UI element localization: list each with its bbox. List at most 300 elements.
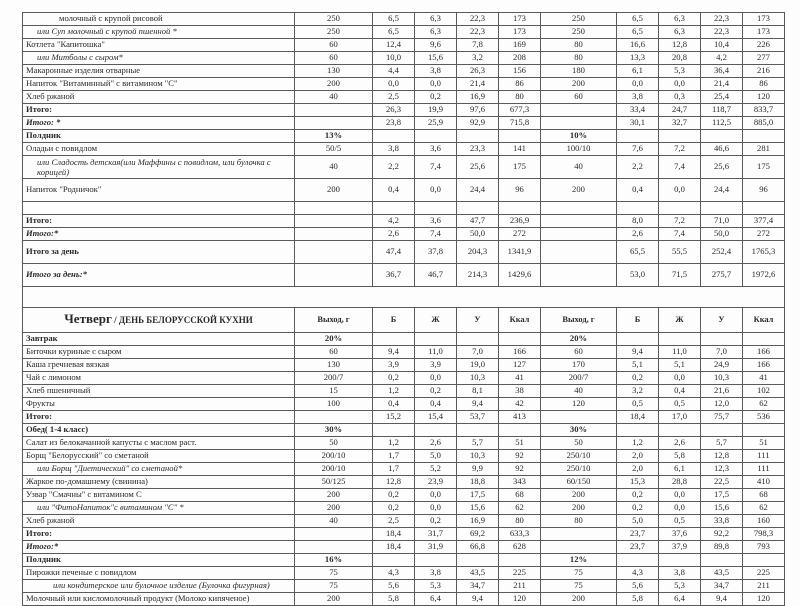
protein-1-cell: 4,3 (373, 567, 415, 580)
protein-2-cell: 30,1 (617, 117, 659, 130)
fat-2-cell: 11,0 (659, 346, 701, 359)
yield-2-cell: 60 (541, 91, 617, 104)
fat-1-cell (415, 202, 457, 215)
dish-name: или Суп молочный с крупой пшенной * (23, 26, 295, 39)
table-row (23, 26, 785, 39)
yield-2-cell: 80 (541, 515, 617, 528)
fat-1-cell: 0,2 (415, 91, 457, 104)
yield-2-cell: 80 (541, 39, 617, 52)
protein-1-cell: 2,6 (373, 228, 415, 241)
protein-1-cell: 1,7 (373, 450, 415, 463)
carbs-2-cell: 33,8 (701, 515, 743, 528)
kcal-1-cell: 208 (499, 52, 541, 65)
kcal-2-cell: 96 (743, 179, 785, 202)
kcal-2-cell: 62 (743, 398, 785, 411)
kcal-1-cell: 715,8 (499, 117, 541, 130)
carbs-2-cell: 89,8 (701, 541, 743, 554)
total-row (23, 264, 785, 287)
carbs-2-cell (701, 202, 743, 215)
carbs-1-cell: 204,3 (457, 241, 499, 264)
kcal-1-cell (499, 333, 541, 346)
carbs-1-cell: 50,0 (457, 228, 499, 241)
yield-1-cell: 100 (295, 398, 373, 411)
table-header-row (23, 308, 785, 333)
dish-name: Пирожки печеные с повидлом (23, 567, 295, 580)
yield-2-cell: 200 (541, 593, 617, 606)
yield-2-cell (541, 215, 617, 228)
table-row (23, 567, 785, 580)
protein-2-cell (617, 130, 659, 143)
yield-2-cell: 250/10 (541, 450, 617, 463)
meal-row (23, 130, 785, 143)
carbs-2-cell: 12,0 (701, 398, 743, 411)
protein-2-cell (617, 333, 659, 346)
carbs-2-cell: 75,7 (701, 411, 743, 424)
fat-1-cell: 2,6 (415, 437, 457, 450)
fat-1-cell: 6,3 (415, 26, 457, 39)
dish-name: Полдник (23, 130, 295, 143)
header-yield-1: Выход, г (295, 308, 373, 333)
protein-2-cell: 5,6 (617, 580, 659, 593)
protein-1-cell: 3,9 (373, 359, 415, 372)
fat-1-cell: 15,4 (415, 411, 457, 424)
dish-name: Оладьи с повидлом (23, 143, 295, 156)
menu-sheet (22, 12, 784, 606)
yield-2-cell: 200 (541, 179, 617, 202)
fat-2-cell: 20,8 (659, 52, 701, 65)
header-protein-1: Б (373, 308, 415, 333)
protein-1-cell: 36,7 (373, 264, 415, 287)
day-title (23, 308, 295, 333)
yield-2-cell: 40 (541, 385, 617, 398)
kcal-1-cell: 413 (499, 411, 541, 424)
yield-2-cell: 60/150 (541, 476, 617, 489)
protein-2-cell: 0,2 (617, 489, 659, 502)
fat-1-cell: 31,7 (415, 528, 457, 541)
fat-2-cell: 7,4 (659, 228, 701, 241)
yield-2-cell (541, 228, 617, 241)
table-row (23, 91, 785, 104)
fat-1-cell: 0,2 (415, 385, 457, 398)
carbs-2-cell: 9,4 (701, 593, 743, 606)
protein-1-cell: 5,6 (373, 580, 415, 593)
yield-1-cell: 200 (295, 502, 373, 515)
kcal-2-cell: 160 (743, 515, 785, 528)
dish-name: Узвар "Смачны" с витамином С (23, 489, 295, 502)
fat-2-cell: 5,3 (659, 580, 701, 593)
table-row (23, 502, 785, 515)
fat-1-cell: 25,9 (415, 117, 457, 130)
kcal-2-cell: 120 (743, 91, 785, 104)
dish-name: Итого за день:* (23, 264, 295, 287)
yield-1-cell: 20% (295, 333, 373, 346)
carbs-2-cell: 10,3 (701, 372, 743, 385)
yield-2-cell: 200 (541, 502, 617, 515)
carbs-2-cell: 21,4 (701, 78, 743, 91)
dish-name: Итого: (23, 215, 295, 228)
table-row (23, 593, 785, 606)
dish-name: Хлеб ржаной (23, 91, 295, 104)
kcal-2-cell: 226 (743, 39, 785, 52)
carbs-1-cell: 9,4 (457, 398, 499, 411)
fat-2-cell: 6,3 (659, 26, 701, 39)
protein-1-cell: 10,0 (373, 52, 415, 65)
yield-2-cell: 200 (541, 78, 617, 91)
kcal-1-cell: 628 (499, 541, 541, 554)
yield-2-cell: 200 (541, 489, 617, 502)
carbs-2-cell: 22,3 (701, 13, 743, 26)
header-carbs-2: У (701, 308, 743, 333)
yield-1-cell: 130 (295, 65, 373, 78)
header-protein-2: Б (617, 308, 659, 333)
carbs-1-cell: 22,3 (457, 26, 499, 39)
carbs-2-cell: 15,6 (701, 502, 743, 515)
kcal-1-cell: 633,3 (499, 528, 541, 541)
protein-2-cell: 53,0 (617, 264, 659, 287)
carbs-1-cell: 9,4 (457, 593, 499, 606)
yield-1-cell: 13% (295, 130, 373, 143)
protein-2-cell: 5,0 (617, 515, 659, 528)
carbs-1-cell: 10,3 (457, 372, 499, 385)
kcal-1-cell: 68 (499, 489, 541, 502)
fat-1-cell: 3,9 (415, 359, 457, 372)
carbs-2-cell (701, 130, 743, 143)
protein-1-cell: 4,2 (373, 215, 415, 228)
kcal-2-cell (743, 202, 785, 215)
carbs-1-cell: 22,3 (457, 13, 499, 26)
dish-name: Фрукты (23, 398, 295, 411)
dish-name: или Борщ "Диетический" со сметаной* (23, 463, 295, 476)
kcal-2-cell: 111 (743, 463, 785, 476)
carbs-2-cell: 12,3 (701, 463, 743, 476)
kcal-1-cell: 86 (499, 78, 541, 91)
fat-1-cell: 11,0 (415, 346, 457, 359)
header-kcal-2: Ккал (743, 308, 785, 333)
fat-1-cell: 15,6 (415, 52, 457, 65)
dish-name: Итого: (23, 104, 295, 117)
yield-1-cell: 40 (295, 91, 373, 104)
carbs-1-cell: 66,8 (457, 541, 499, 554)
kcal-1-cell: 677,3 (499, 104, 541, 117)
fat-2-cell: 0,0 (659, 372, 701, 385)
fat-1-cell: 0,0 (415, 489, 457, 502)
yield-1-cell (295, 264, 373, 287)
fat-2-cell: 17,0 (659, 411, 701, 424)
fat-1-cell: 3,8 (415, 567, 457, 580)
fat-2-cell: 12,8 (659, 39, 701, 52)
table-row (23, 359, 785, 372)
carbs-2-cell: 252,4 (701, 241, 743, 264)
table-row (23, 476, 785, 489)
fat-2-cell: 37,9 (659, 541, 701, 554)
yield-1-cell: 40 (295, 515, 373, 528)
dish-name: Завтрак (23, 333, 295, 346)
fat-2-cell: 55,5 (659, 241, 701, 264)
carbs-2-cell (701, 554, 743, 567)
yield-2-cell: 80 (541, 52, 617, 65)
carbs-1-cell: 7,0 (457, 346, 499, 359)
protein-1-cell: 6,5 (373, 13, 415, 26)
carbs-2-cell: 43,5 (701, 567, 743, 580)
dish-name: Полдник (23, 554, 295, 567)
yield-1-cell: 16% (295, 554, 373, 567)
yield-2-cell (541, 104, 617, 117)
yield-2-cell: 40 (541, 156, 617, 179)
wednesday-continuation (23, 13, 785, 287)
dish-name: Жаркое по-домашнему (свинина) (23, 476, 295, 489)
fat-1-cell: 6,3 (415, 13, 457, 26)
yield-2-cell: 180 (541, 65, 617, 78)
yield-1-cell: 200 (295, 179, 373, 202)
kcal-1-cell: 51 (499, 437, 541, 450)
day-title-sub: / ДЕНЬ БЕЛОРУССКОЙ КУХНИ (111, 315, 253, 326)
protein-2-cell: 6,5 (617, 13, 659, 26)
yield-1-cell: 40 (295, 156, 373, 179)
carbs-2-cell: 7,0 (701, 346, 743, 359)
yield-2-cell (541, 541, 617, 554)
fat-2-cell: 6,3 (659, 13, 701, 26)
carbs-2-cell: 22,3 (701, 26, 743, 39)
protein-2-cell: 0,5 (617, 398, 659, 411)
carbs-2-cell (701, 333, 743, 346)
carbs-2-cell: 112,5 (701, 117, 743, 130)
carbs-1-cell: 10,3 (457, 450, 499, 463)
kcal-1-cell (499, 554, 541, 567)
yield-2-cell: 250 (541, 26, 617, 39)
kcal-2-cell: 120 (743, 593, 785, 606)
kcal-1-cell: 62 (499, 502, 541, 515)
fat-2-cell: 71,5 (659, 264, 701, 287)
table-row (23, 156, 785, 179)
fat-2-cell: 5,1 (659, 359, 701, 372)
carbs-1-cell: 97,6 (457, 104, 499, 117)
protein-2-cell: 2,2 (617, 156, 659, 179)
yield-1-cell (295, 228, 373, 241)
total-row (23, 104, 785, 117)
carbs-2-cell: 12,8 (701, 450, 743, 463)
fat-2-cell: 24,7 (659, 104, 701, 117)
meal-row (23, 554, 785, 567)
gap-cell (23, 287, 785, 308)
kcal-1-cell: 80 (499, 91, 541, 104)
protein-2-cell: 15,3 (617, 476, 659, 489)
fat-2-cell: 28,8 (659, 476, 701, 489)
kcal-2-cell: 41 (743, 372, 785, 385)
fat-2-cell (659, 130, 701, 143)
section-gap (23, 287, 785, 308)
fat-2-cell: 2,6 (659, 437, 701, 450)
fat-2-cell: 0,0 (659, 179, 701, 202)
fat-2-cell: 5,8 (659, 450, 701, 463)
fat-2-cell: 6,1 (659, 463, 701, 476)
yield-2-cell: 20% (541, 333, 617, 346)
yield-2-cell (541, 241, 617, 264)
kcal-2-cell (743, 554, 785, 567)
yield-1-cell (295, 411, 373, 424)
kcal-1-cell (499, 202, 541, 215)
total-row (23, 241, 785, 264)
protein-2-cell: 5,8 (617, 593, 659, 606)
carbs-2-cell: 21,6 (701, 385, 743, 398)
protein-1-cell: 1,2 (373, 385, 415, 398)
fat-2-cell: 32,7 (659, 117, 701, 130)
fat-1-cell: 7,4 (415, 228, 457, 241)
carbs-2-cell: 5,7 (701, 437, 743, 450)
total-row (23, 541, 785, 554)
day-title-main: Четверг (64, 311, 112, 327)
carbs-1-cell: 16,9 (457, 515, 499, 528)
fat-2-cell (659, 554, 701, 567)
yield-1-cell: 130 (295, 359, 373, 372)
header-fat-1: Ж (415, 308, 457, 333)
header-carbs-1: У (457, 308, 499, 333)
fat-2-cell: 0,0 (659, 489, 701, 502)
fat-1-cell (415, 554, 457, 567)
fat-2-cell: 0,3 (659, 91, 701, 104)
carbs-2-cell: 24,4 (701, 179, 743, 202)
yield-2-cell: 75 (541, 580, 617, 593)
dish-name: Итого: (23, 528, 295, 541)
dish-name: Напиток "Витаминный" с витамином "С" (23, 78, 295, 91)
yield-2-cell: 250/10 (541, 463, 617, 476)
kcal-2-cell: 62 (743, 502, 785, 515)
fat-1-cell: 5,0 (415, 450, 457, 463)
dish-name: Итого за день (23, 241, 295, 264)
table-row (23, 398, 785, 411)
fat-1-cell: 5,2 (415, 463, 457, 476)
protein-2-cell: 3,2 (617, 385, 659, 398)
carbs-1-cell: 34,7 (457, 580, 499, 593)
kcal-1-cell: 92 (499, 463, 541, 476)
fat-1-cell: 9,6 (415, 39, 457, 52)
protein-1-cell: 0,2 (373, 372, 415, 385)
fat-1-cell: 0,0 (415, 78, 457, 91)
table-row (23, 385, 785, 398)
carbs-1-cell: 9,9 (457, 463, 499, 476)
protein-2-cell: 0,4 (617, 179, 659, 202)
protein-2-cell: 1,2 (617, 437, 659, 450)
fat-2-cell: 0,0 (659, 502, 701, 515)
yield-2-cell: 60 (541, 346, 617, 359)
kcal-1-cell: 38 (499, 385, 541, 398)
fat-1-cell: 46,7 (415, 264, 457, 287)
kcal-1-cell: 343 (499, 476, 541, 489)
carbs-1-cell: 69,2 (457, 528, 499, 541)
carbs-1-cell (457, 333, 499, 346)
protein-2-cell: 2,0 (617, 450, 659, 463)
kcal-2-cell: 833,7 (743, 104, 785, 117)
yield-2-cell: 30% (541, 424, 617, 437)
kcal-1-cell: 141 (499, 143, 541, 156)
carbs-2-cell: 24,9 (701, 359, 743, 372)
kcal-2-cell: 798,3 (743, 528, 785, 541)
yield-1-cell: 50/125 (295, 476, 373, 489)
carbs-2-cell: 34,7 (701, 580, 743, 593)
dish-name: Котлета "Капитошка" (23, 39, 295, 52)
kcal-2-cell (743, 130, 785, 143)
carbs-1-cell: 7,8 (457, 39, 499, 52)
yield-1-cell: 50/5 (295, 143, 373, 156)
kcal-1-cell: 80 (499, 515, 541, 528)
protein-1-cell: 5,8 (373, 593, 415, 606)
carbs-1-cell (457, 424, 499, 437)
protein-1-cell (373, 333, 415, 346)
dish-name: Каша гречневая вязкая (23, 359, 295, 372)
yield-2-cell (541, 411, 617, 424)
carbs-1-cell: 5,7 (457, 437, 499, 450)
dish-name: Обед( 1-4 класс) (23, 424, 295, 437)
fat-1-cell: 5,3 (415, 580, 457, 593)
menu-table (22, 12, 785, 606)
carbs-2-cell: 10,4 (701, 39, 743, 52)
carbs-1-cell: 24,4 (457, 179, 499, 202)
kcal-2-cell: 166 (743, 359, 785, 372)
table-row (23, 346, 785, 359)
yield-2-cell: 12% (541, 554, 617, 567)
carbs-2-cell: 25,4 (701, 91, 743, 104)
yield-1-cell: 15 (295, 385, 373, 398)
dish-name (23, 202, 295, 215)
kcal-2-cell: 277 (743, 52, 785, 65)
dish-name: Салат из белокачанной капусты с маслом раст. (23, 437, 295, 450)
protein-2-cell: 23,7 (617, 528, 659, 541)
fat-2-cell: 0,0 (659, 78, 701, 91)
kcal-2-cell: 111 (743, 450, 785, 463)
yield-1-cell (295, 541, 373, 554)
kcal-1-cell: 120 (499, 593, 541, 606)
carbs-2-cell: 4,2 (701, 52, 743, 65)
protein-2-cell: 18,4 (617, 411, 659, 424)
protein-1-cell: 2,2 (373, 156, 415, 179)
protein-1-cell: 3,8 (373, 143, 415, 156)
fat-1-cell: 3,6 (415, 143, 457, 156)
kcal-1-cell: 272 (499, 228, 541, 241)
kcal-1-cell: 92 (499, 450, 541, 463)
kcal-1-cell: 156 (499, 65, 541, 78)
fat-2-cell: 37,6 (659, 528, 701, 541)
protein-1-cell: 6,5 (373, 26, 415, 39)
fat-2-cell (659, 333, 701, 346)
protein-1-cell (373, 130, 415, 143)
fat-2-cell: 7,2 (659, 143, 701, 156)
protein-1-cell: 0,2 (373, 489, 415, 502)
protein-1-cell: 4,4 (373, 65, 415, 78)
carbs-1-cell: 3,2 (457, 52, 499, 65)
protein-1-cell: 0,4 (373, 398, 415, 411)
protein-2-cell: 8,0 (617, 215, 659, 228)
yield-2-cell: 100/10 (541, 143, 617, 156)
table-row (23, 39, 785, 52)
kcal-2-cell: 216 (743, 65, 785, 78)
protein-2-cell: 16,6 (617, 39, 659, 52)
fat-2-cell (659, 202, 701, 215)
carbs-1-cell (457, 202, 499, 215)
carbs-1-cell: 26,3 (457, 65, 499, 78)
yield-2-cell: 50 (541, 437, 617, 450)
protein-1-cell: 0,4 (373, 179, 415, 202)
total-row (23, 528, 785, 541)
kcal-2-cell: 536 (743, 411, 785, 424)
fat-2-cell: 0,4 (659, 385, 701, 398)
yield-1-cell: 60 (295, 52, 373, 65)
meal-row (23, 333, 785, 346)
dish-name: Борщ "Белорусский" со сметаной (23, 450, 295, 463)
protein-2-cell: 2,6 (617, 228, 659, 241)
fat-2-cell (659, 424, 701, 437)
table-row (23, 179, 785, 202)
yield-2-cell: 250 (541, 13, 617, 26)
fat-2-cell: 6,4 (659, 593, 701, 606)
